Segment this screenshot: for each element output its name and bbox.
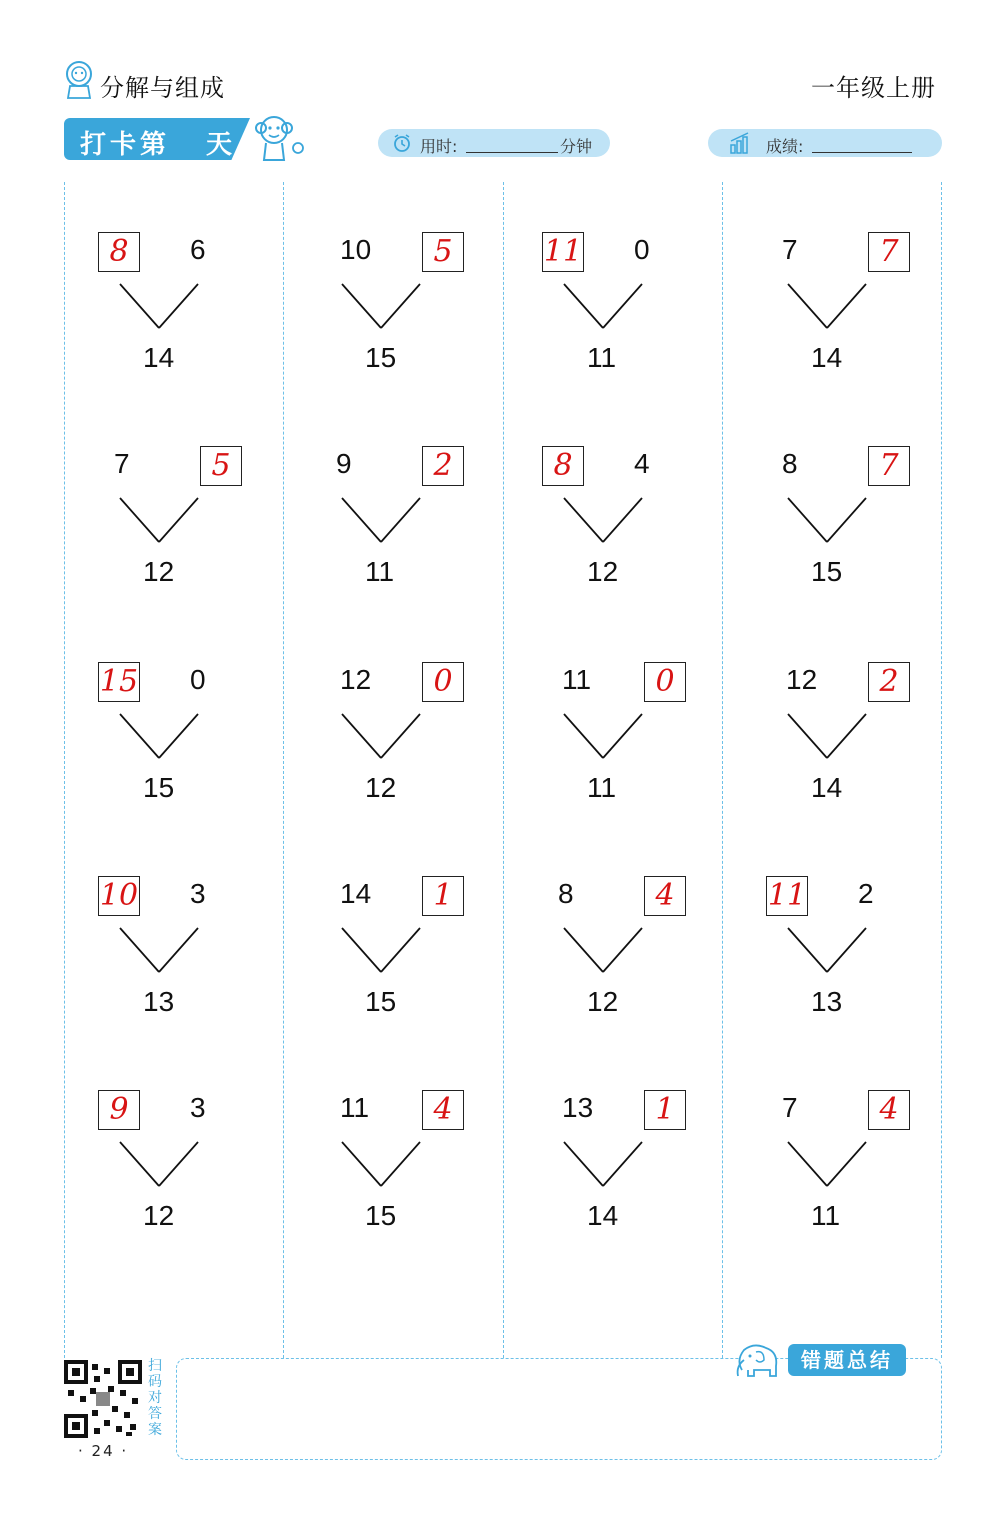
total-number: 11	[365, 556, 395, 587]
given-number-right: 0	[190, 664, 206, 695]
answer-box-left[interactable]: 11	[542, 232, 584, 272]
given-number-right: 4	[634, 448, 650, 479]
branch-line-left	[120, 928, 159, 972]
given-number-left: 14	[340, 878, 372, 909]
answer-box-left[interactable]: 8	[98, 232, 140, 272]
checkin-banner-day: 天	[206, 130, 233, 160]
total-number: 15	[365, 986, 397, 1017]
score-chart-icon	[728, 131, 752, 159]
answer-box-right[interactable]: 5	[200, 446, 242, 486]
total-number: 12	[143, 556, 175, 587]
time-input[interactable]	[466, 134, 558, 153]
answer-box-left[interactable]: 15	[98, 662, 140, 702]
branch-line-right	[827, 714, 866, 758]
branch-line-right	[603, 498, 642, 542]
branch-line-right	[381, 498, 420, 542]
scan-answer-label: 扫码对答案	[148, 1358, 162, 1438]
decomposition-problem	[96, 660, 236, 820]
given-number-right: 6	[190, 234, 206, 265]
grade-label: 一年级上册	[811, 74, 936, 102]
branch-line-right	[159, 714, 198, 758]
branch-line-right	[159, 1142, 198, 1186]
score-label: 成绩:	[766, 137, 804, 156]
total-number: 13	[143, 986, 175, 1017]
branch-line-left	[788, 714, 827, 758]
branch-line-left	[564, 1142, 603, 1186]
given-number-left: 11	[562, 664, 592, 695]
total-number: 15	[365, 1200, 397, 1231]
given-number-left: 7	[114, 448, 130, 479]
given-number-left: 9	[336, 448, 352, 479]
decomposition-problem	[318, 230, 458, 390]
answer-box-right[interactable]: 2	[422, 446, 464, 486]
total-number: 14	[143, 342, 175, 373]
branch-line-left	[342, 284, 381, 328]
topic-title: 分解与组成	[100, 74, 225, 102]
branch-line-left	[564, 498, 603, 542]
total-number: 14	[811, 772, 843, 803]
decomposition-problem	[96, 230, 236, 390]
decomposition-problem	[540, 660, 680, 820]
branch-line-left	[342, 928, 381, 972]
decomposition-problem	[540, 444, 680, 604]
branch-line-left	[564, 284, 603, 328]
given-number-left: 11	[340, 1092, 370, 1123]
column-divider	[503, 182, 504, 1358]
decomposition-problem	[96, 1088, 236, 1248]
branch-line-right	[827, 284, 866, 328]
alarm-clock-icon	[392, 133, 412, 157]
decomposition-problem	[318, 660, 458, 820]
branch-line-right	[381, 1142, 420, 1186]
decomposition-problem	[764, 874, 904, 1034]
given-number-left: 7	[782, 1092, 798, 1123]
given-number-left: 10	[340, 234, 372, 265]
total-number: 15	[811, 556, 843, 587]
decomposition-problem	[764, 1088, 904, 1248]
branch-line-right	[159, 284, 198, 328]
total-number: 11	[587, 772, 617, 803]
given-number-right: 0	[634, 234, 650, 265]
branch-line-left	[788, 928, 827, 972]
given-number-left: 7	[782, 234, 798, 265]
time-unit: 分钟	[560, 137, 593, 156]
answer-box-right[interactable]: 5	[422, 232, 464, 272]
branch-line-left	[788, 1142, 827, 1186]
branch-line-left	[342, 714, 381, 758]
column-divider	[941, 182, 942, 1358]
branch-line-right	[381, 714, 420, 758]
decomposition-problem	[540, 230, 680, 390]
column-divider	[64, 182, 65, 1358]
branch-line-left	[788, 498, 827, 542]
answer-box-right[interactable]: 7	[868, 232, 910, 272]
decomposition-problem	[540, 874, 680, 1034]
monkey-mascot-icon	[252, 112, 308, 168]
column-divider	[722, 182, 723, 1358]
score-input[interactable]	[812, 134, 912, 153]
answer-box-right[interactable]: 0	[422, 662, 464, 702]
mistake-summary-tab: 错题总结	[788, 1344, 906, 1376]
answer-box-right[interactable]: 7	[868, 446, 910, 486]
decomposition-problem	[764, 660, 904, 820]
total-number: 11	[811, 1200, 841, 1231]
branch-line-right	[603, 714, 642, 758]
total-number: 12	[587, 986, 619, 1017]
branch-line-left	[564, 714, 603, 758]
branch-line-left	[120, 284, 159, 328]
decomposition-problem	[764, 444, 904, 604]
total-number: 15	[143, 772, 175, 803]
answer-box-right[interactable]: 0	[644, 662, 686, 702]
decomposition-problem	[96, 874, 236, 1034]
total-number: 14	[811, 342, 843, 373]
decomposition-problem	[318, 444, 458, 604]
given-number-right: 3	[190, 1092, 206, 1123]
branch-line-right	[381, 284, 420, 328]
decomposition-problem	[96, 444, 236, 604]
total-number: 15	[365, 342, 397, 373]
branch-line-right	[603, 284, 642, 328]
answer-box-left[interactable]: 10	[98, 876, 140, 916]
decomposition-problem	[540, 1088, 680, 1248]
branch-line-left	[120, 498, 159, 542]
branch-line-left	[120, 1142, 159, 1186]
total-number: 11	[587, 342, 617, 373]
total-number: 13	[811, 986, 843, 1017]
branch-line-left	[342, 1142, 381, 1186]
given-number-left: 8	[782, 448, 798, 479]
answer-box-right[interactable]: 1	[422, 876, 464, 916]
answer-box-right[interactable]: 1	[644, 1090, 686, 1130]
elephant-icon	[732, 1340, 786, 1384]
given-number-right: 2	[858, 878, 874, 909]
branch-line-left	[342, 498, 381, 542]
answer-box-right[interactable]: 4	[644, 876, 686, 916]
time-label: 用时:	[420, 137, 458, 156]
branch-line-right	[159, 498, 198, 542]
answer-box-left[interactable]: 8	[542, 446, 584, 486]
decomposition-problem	[318, 874, 458, 1034]
given-number-left: 13	[562, 1092, 594, 1123]
branch-line-right	[827, 1142, 866, 1186]
column-divider	[283, 182, 284, 1358]
lion-logo-icon	[62, 60, 96, 104]
given-number-left: 12	[786, 664, 818, 695]
answer-box-right[interactable]: 4	[868, 1090, 910, 1130]
total-number: 12	[365, 772, 397, 803]
given-number-left: 8	[558, 878, 574, 909]
total-number: 12	[143, 1200, 175, 1231]
answer-box-right[interactable]: 2	[868, 662, 910, 702]
branch-line-right	[603, 928, 642, 972]
branch-line-right	[827, 928, 866, 972]
qr-code-icon[interactable]	[64, 1360, 142, 1438]
branch-line-right	[381, 928, 420, 972]
branch-line-right	[603, 1142, 642, 1186]
checkin-banner-label: 打卡第	[80, 130, 171, 160]
branch-line-left	[788, 284, 827, 328]
total-number: 12	[587, 556, 619, 587]
decomposition-problem	[318, 1088, 458, 1248]
page-number: · 24 ·	[78, 1442, 129, 1460]
branch-line-left	[120, 714, 159, 758]
given-number-left: 12	[340, 664, 372, 695]
branch-line-right	[827, 498, 866, 542]
given-number-right: 3	[190, 878, 206, 909]
answer-box-right[interactable]: 4	[422, 1090, 464, 1130]
branch-line-left	[564, 928, 603, 972]
total-number: 14	[587, 1200, 619, 1231]
answer-box-left[interactable]: 11	[766, 876, 808, 916]
branch-line-right	[159, 928, 198, 972]
decomposition-problem	[764, 230, 904, 390]
answer-box-left[interactable]: 9	[98, 1090, 140, 1130]
